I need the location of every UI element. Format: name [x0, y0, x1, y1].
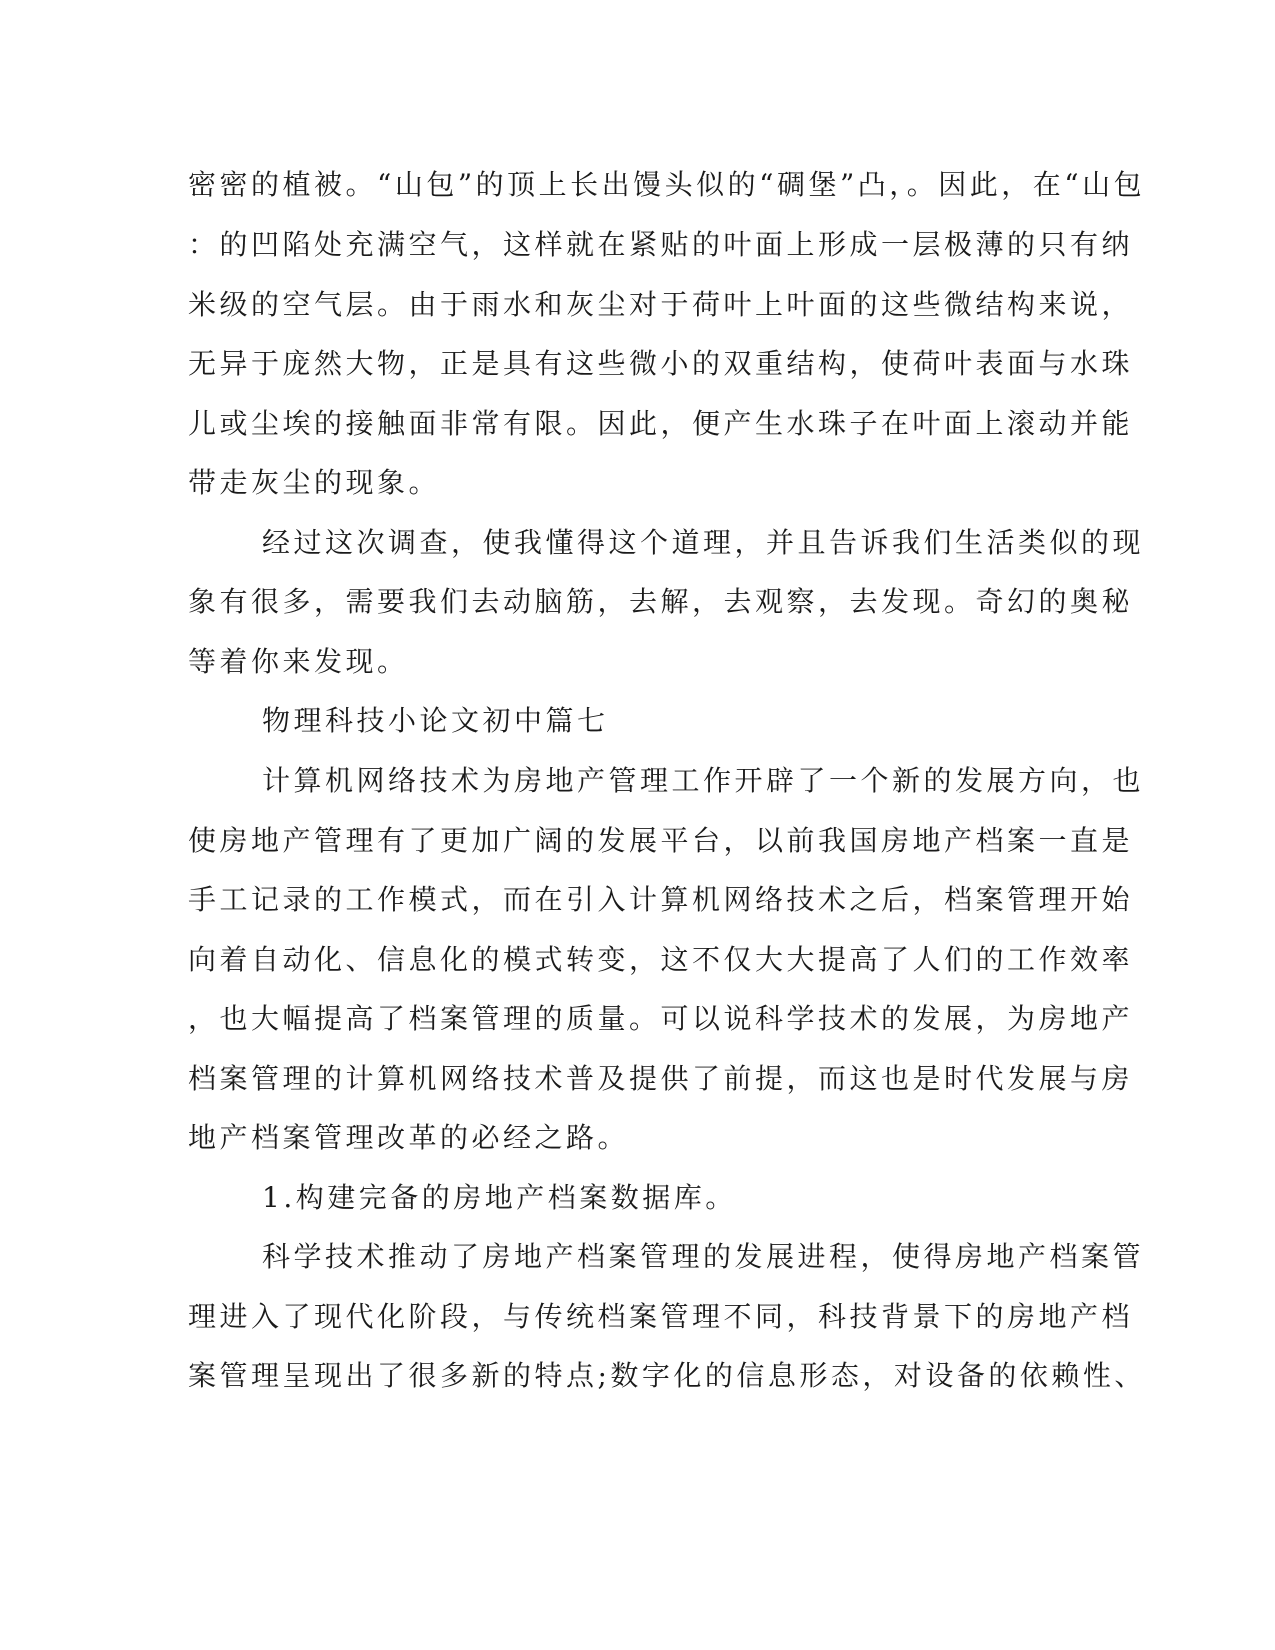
text-line: ：的凹陷处充满空气，这样就在紧贴的叶面上形成一层极薄的只有纳 [188, 228, 1134, 261]
text-line: 地产档案管理改革的必经之路。 [188, 1121, 630, 1154]
paragraph-start-line: 经过这次调查，使我懂得这个道理，并且告诉我们生活类似的现 [262, 526, 1145, 559]
text-line: 使房地产管理有了更加广阔的发展平台，以前我国房地产档案一直是 [188, 824, 1134, 857]
text-line: 儿或尘埃的接触面非常有限。因此，便产生水珠子在叶面上滚动并能 [188, 407, 1134, 440]
text-line: 无异于庞然大物，正是具有这些微小的双重结构，使荷叶表面与水珠 [188, 347, 1134, 380]
section-heading: 物理科技小论文初中篇七 [262, 704, 609, 737]
text-line: 手工记录的工作模式，而在引入计算机网络技术之后，档案管理开始 [188, 883, 1134, 916]
text-line: 理进入了现代化阶段，与传统档案管理不同，科技背景下的房地产档 [188, 1300, 1134, 1333]
text-line: 带走灰尘的现象。 [188, 466, 441, 499]
text-line: 密密的植被。“山包”的顶上长出馒头似的“碉堡”凸，。因此，在“山包 [188, 168, 1146, 201]
numbered-heading: 1.构建完备的房地产档案数据库。 [262, 1181, 737, 1214]
text-line: 等着你来发现。 [188, 645, 409, 678]
text-line: 象有很多，需要我们去动脑筋，去解，去观察，去发现。奇幻的奥秘 [188, 585, 1134, 618]
paragraph-start-line: 科学技术推动了房地产档案管理的发展进程，使得房地产档案管 [262, 1240, 1145, 1273]
text-line: ，也大幅提高了档案管理的质量。可以说科学技术的发展，为房地产 [188, 1002, 1134, 1035]
text-line: 案管理呈现出了很多新的特点;数字化的信息形态，对设备的依赖性、 [188, 1359, 1146, 1392]
text-line: 档案管理的计算机网络技术普及提供了前提，而这也是时代发展与房 [188, 1062, 1134, 1095]
text-line: 米级的空气层。由于雨水和灰尘对于荷叶上叶面的这些微结构来说， [188, 288, 1134, 321]
paragraph-start-line: 计算机网络技术为房地产管理工作开辟了一个新的发展方向，也 [262, 764, 1145, 797]
text-line: 向着自动化、信息化的模式转变，这不仅大大提高了人们的工作效率 [188, 943, 1134, 976]
